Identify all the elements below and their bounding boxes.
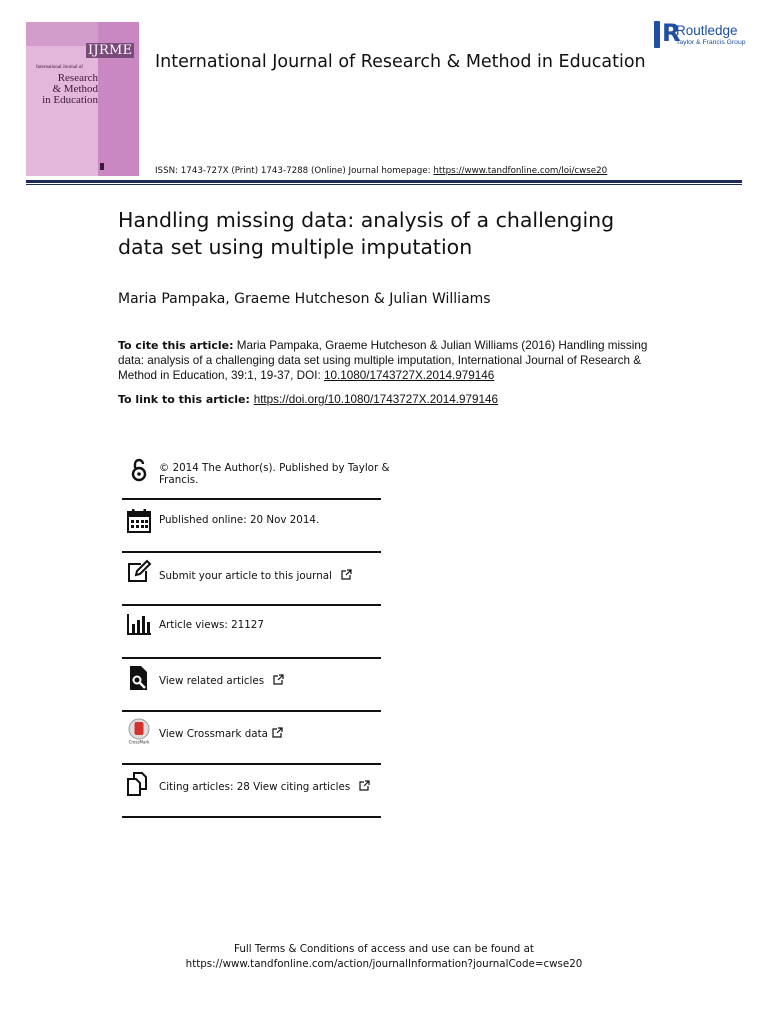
header-rule xyxy=(26,180,742,183)
routledge-logo-bar xyxy=(654,21,660,48)
header-rule-thin xyxy=(26,184,742,185)
article-link-block xyxy=(118,393,498,406)
open-access-text: © 2014 The Author(s). Published by Taylor & Francis. xyxy=(159,462,390,486)
issn-text: ISSN: 1743-727X (Print) 1743-7288 (Online) Journal homepage: xyxy=(155,166,434,176)
document-search-icon xyxy=(126,665,152,691)
article-views-text: Article views: 21127 xyxy=(159,619,264,631)
crossmark-icon xyxy=(126,718,152,744)
publisher-name: Routledge xyxy=(676,23,738,38)
bar-chart-icon xyxy=(126,612,152,638)
citing-documents-icon xyxy=(126,770,152,796)
article-doi-link[interactable]: https://doi.org/10.1080/1743727X.2014.979146 xyxy=(253,393,499,406)
article-authors: Maria Pampaka, Graeme Hutcheson & Julian Williams xyxy=(118,291,491,307)
external-link-icon xyxy=(273,674,284,685)
footer-terms-link[interactable]: https://www.tandfonline.com/action/journalInformation?journalCode=cwse20 xyxy=(185,958,583,970)
terms-footer xyxy=(0,942,768,972)
cite-text: Maria Pampaka, Graeme Hutcheson & Julian Williams (2016) Handling missing data: analysis of a challenging data set using multiple imputation, International Journal of Research & Method in Education, 39:1, 19-37, DOI: xyxy=(118,339,648,382)
calendar-icon xyxy=(126,508,152,534)
cover-big-title: Research & Method in Education xyxy=(42,72,98,106)
citing-articles-row[interactable] xyxy=(122,765,381,816)
external-link-icon xyxy=(341,569,352,580)
issn-line xyxy=(155,166,607,176)
journal-title: International Journal of Research & Method in Education xyxy=(155,52,646,72)
info-divider xyxy=(122,816,381,818)
article-title: Handling missing data: analysis of a challenging data set using multiple imputation xyxy=(118,208,615,259)
crossmark-row[interactable] xyxy=(122,712,381,763)
edit-icon xyxy=(126,559,152,585)
published-row xyxy=(122,500,381,551)
citation-block xyxy=(118,338,648,383)
footer-line-1: Full Terms & Conditions of access and use can be found at xyxy=(234,943,534,955)
link-label: To link to this article: xyxy=(118,393,254,406)
journal-cover-thumbnail xyxy=(26,22,139,176)
journal-homepage-link[interactable]: https://www.tandfonline.com/loi/cwse20 xyxy=(433,166,608,176)
cite-label: To cite this article: xyxy=(118,339,234,352)
submit-article-row[interactable] xyxy=(122,553,381,604)
cover-acronym: IJRME xyxy=(88,43,133,58)
routledge-r-icon: R xyxy=(662,19,681,47)
publisher-subtitle: Taylor & Francis Group xyxy=(676,39,746,46)
crossmark-link[interactable]: View Crossmark data xyxy=(159,728,268,740)
views-row xyxy=(122,606,381,657)
crossmark-icon-label: CrossMark xyxy=(128,739,150,744)
submit-article-link[interactable]: Submit your article to this journal xyxy=(159,570,332,582)
published-date-text: Published online: 20 Nov 2014. xyxy=(159,514,320,526)
cover-small-title: International Journal of xyxy=(36,65,83,70)
external-link-icon xyxy=(359,780,370,791)
cover-publisher-mark xyxy=(100,163,104,170)
citing-articles-link[interactable]: Citing articles: 28 View citing articles xyxy=(159,781,351,793)
open-access-icon xyxy=(126,457,152,483)
cite-doi-link[interactable]: 10.1080/1743727X.2014.979146 xyxy=(323,369,495,382)
related-articles-link[interactable]: View related articles xyxy=(159,675,265,687)
open-access-row xyxy=(122,452,390,498)
external-link-icon xyxy=(272,727,283,738)
related-articles-row[interactable] xyxy=(122,659,381,710)
